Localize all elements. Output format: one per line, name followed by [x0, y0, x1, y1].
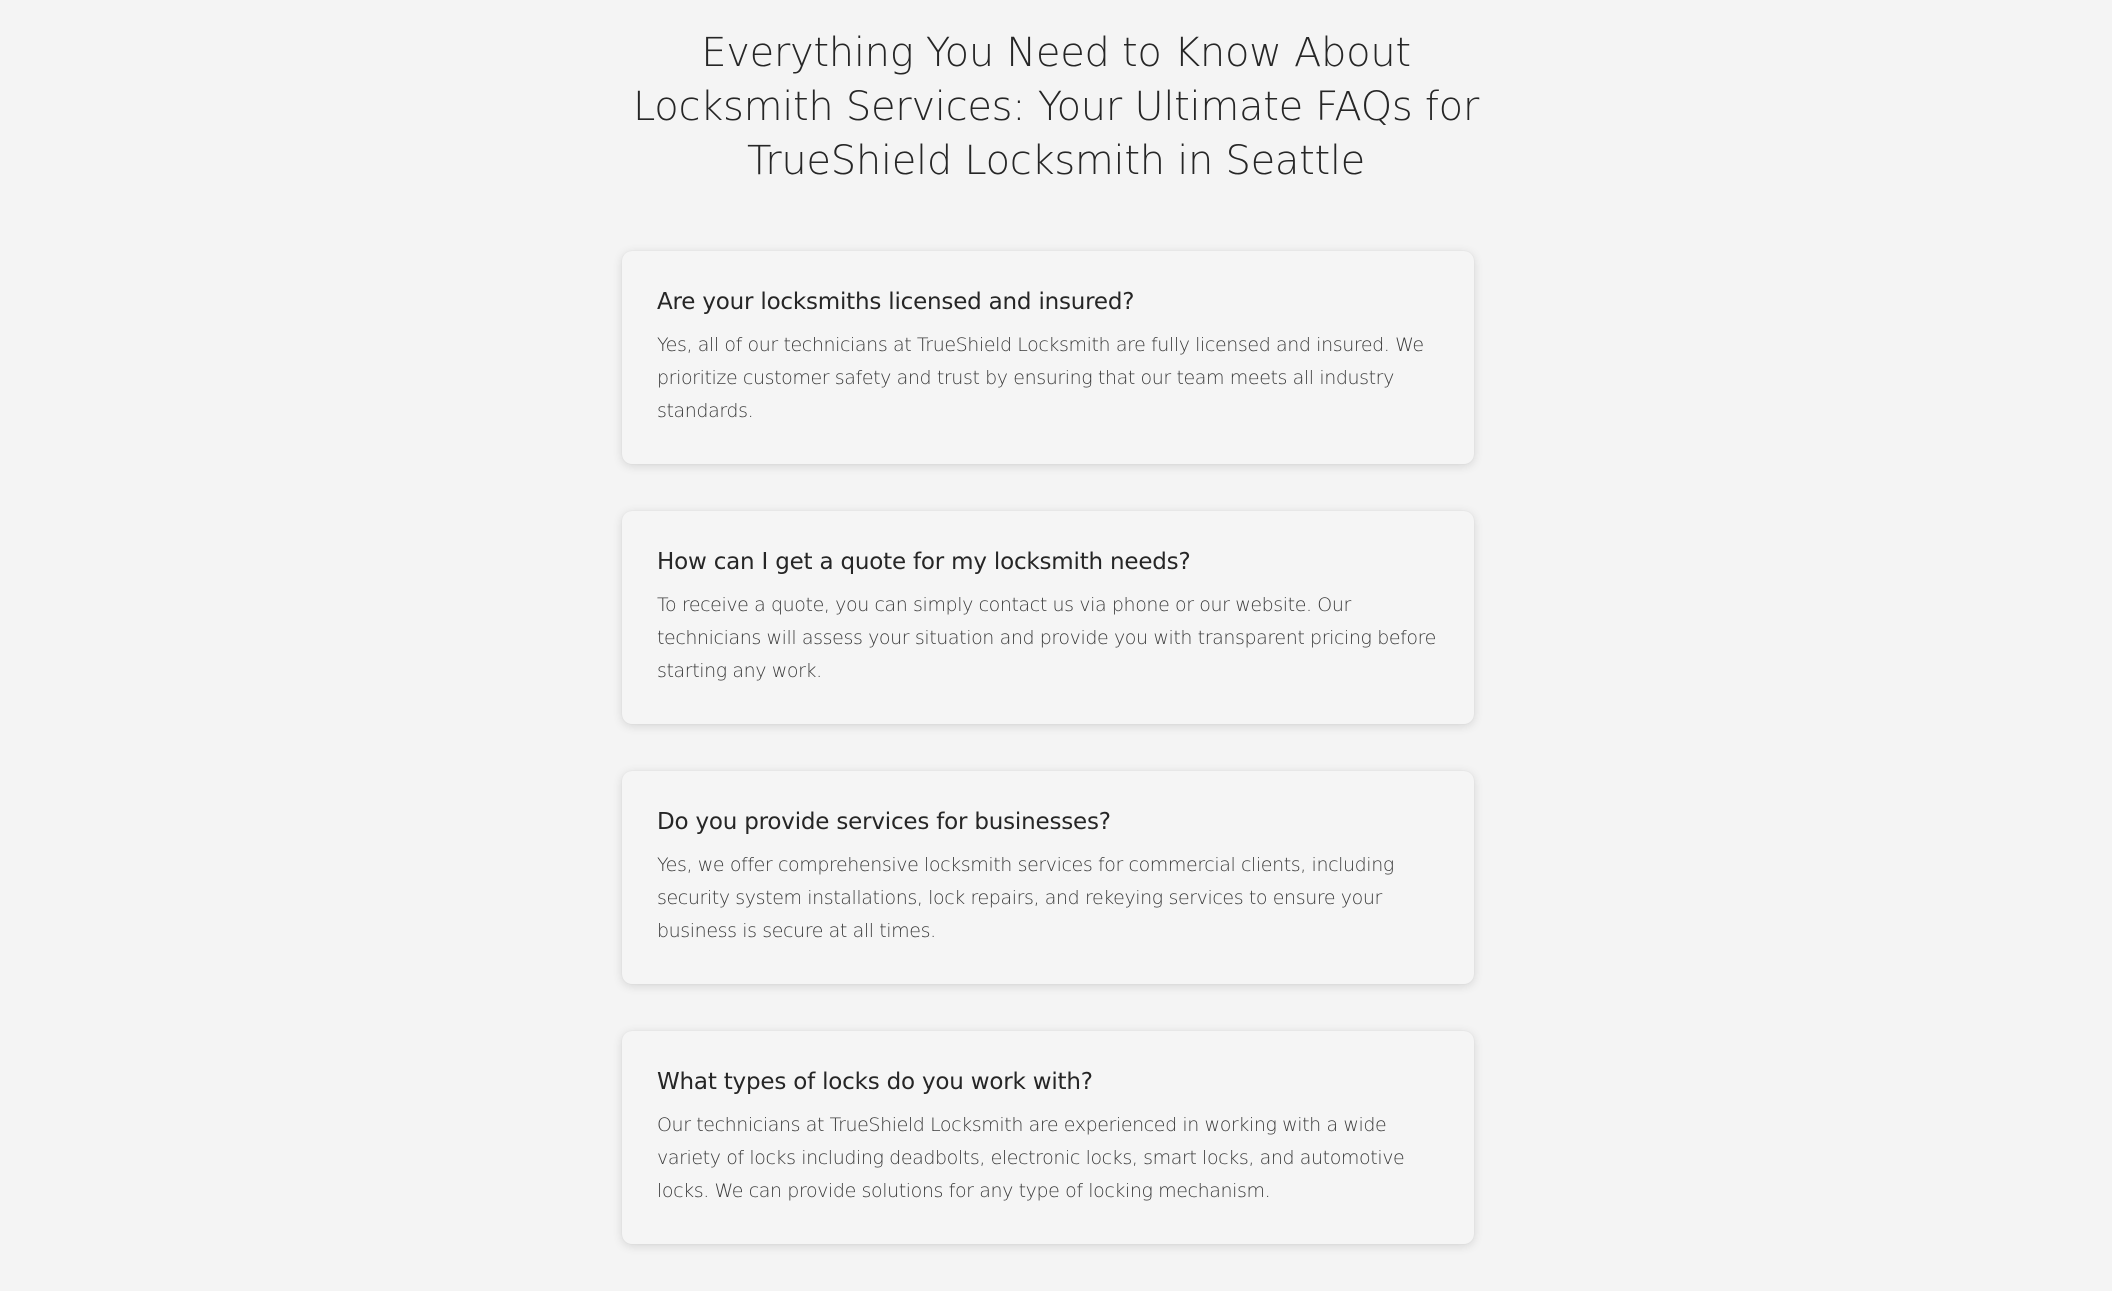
faq-card [622, 1031, 1474, 1244]
page-title: Everything You Need to Know About Locksmith Services: Your Ultimate FAQs for TrueShield Locksmith in Seattle [633, 30, 1479, 184]
faq-answer: To receive a quote, you can simply contact us via phone or our website. Our technicians will assess your situation and provide you with transparent pricing before starting any work. [657, 594, 1436, 682]
faq-question: Do you provide services for businesses? [657, 809, 1111, 835]
faq-question: What types of locks do you work with? [657, 1069, 1093, 1095]
faq-card [622, 511, 1474, 724]
faq-card [622, 771, 1474, 984]
faq-answer: Yes, we offer comprehensive locksmith services for commercial clients, including security system installations, lock repairs, and rekeying services to ensure your business is secure at all times. [657, 854, 1394, 942]
faq-question: How can I get a quote for my locksmith needs? [657, 549, 1191, 575]
faq-question: Are your locksmiths licensed and insured? [657, 289, 1135, 315]
faq-answer: Yes, all of our technicians at TrueShield Locksmith are fully licensed and insured. We prioritize customer safety and trust by ensuring that our team meets all industry standards. [657, 334, 1424, 422]
faq-card [622, 251, 1474, 464]
faq-answer: Our technicians at TrueShield Locksmith are experienced in working with a wide variety of locks including deadbolts, electronic locks, smart locks, and automotive locks. We can provide solutions for any type of locking mechanism. [657, 1114, 1405, 1202]
faq-list [622, 251, 1474, 1291]
